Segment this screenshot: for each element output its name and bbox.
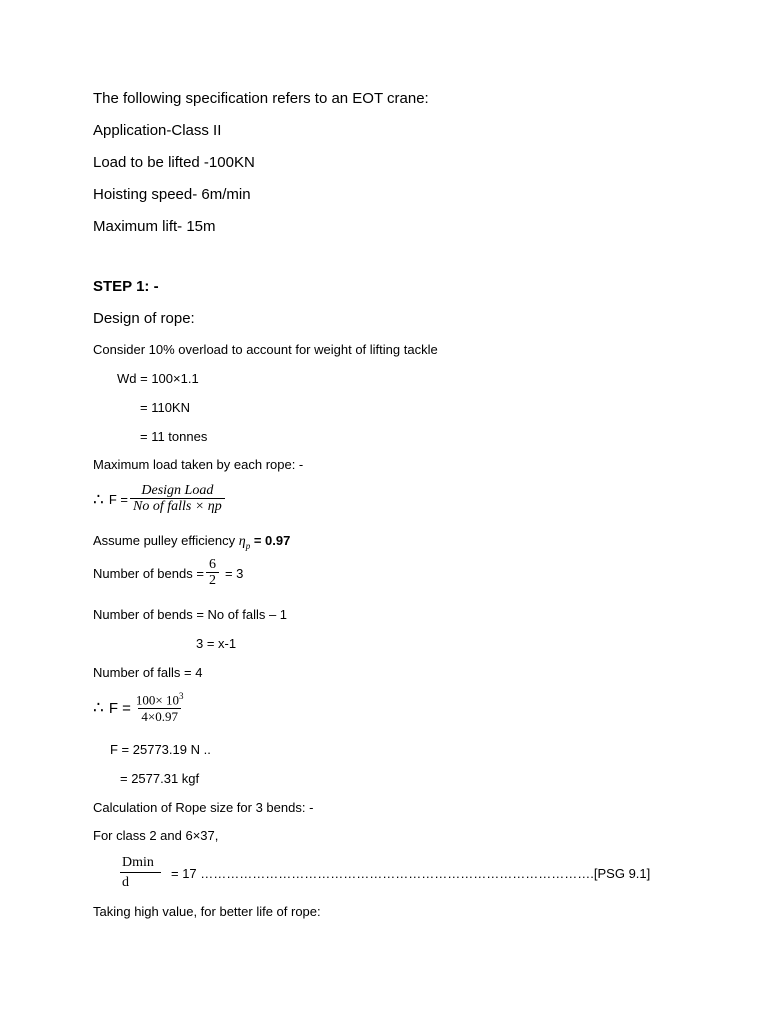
force-calculation (93, 692, 189, 724)
class-note: For class 2 and 6×37, (93, 828, 219, 843)
falls-line: Number of falls = 4 (93, 665, 203, 680)
f2-equals: F = (108, 699, 131, 717)
bends-prefix: Number of bends = (93, 566, 204, 582)
therefore-symbol-2: ∴ (93, 698, 104, 718)
bends-x: 3 = x-1 (196, 636, 237, 651)
overload-note: Consider 10% overload to account for weight of lifting tackle (93, 342, 438, 357)
spec-application: Application-Class II (93, 122, 222, 139)
spec-max-lift: Maximum lift- 15m (93, 218, 216, 235)
bends-result: = 3 (224, 566, 244, 582)
force-numerator: Design Load (141, 483, 214, 498)
dmin-fraction (120, 855, 161, 892)
spec-intro: The following specification refers to an EOT crane: (93, 90, 429, 107)
dmin-ratio (118, 855, 650, 892)
f-equals: F = (108, 492, 128, 508)
wd-line-1: Wd = 100×1.1 (117, 371, 199, 386)
bends-numerator: 6 (208, 557, 216, 572)
force-denominator: No of falls × ηp (130, 498, 225, 516)
high-value-note: Taking high value, for better life of rope: (93, 904, 321, 919)
eta-symbol: $\eta_p$ (238, 534, 251, 551)
bends-fraction (206, 557, 219, 590)
bends-denominator: 2 (206, 572, 219, 590)
bends-line (93, 557, 243, 590)
efficiency-value: = 0.97 (253, 533, 291, 548)
rope-force-formula (93, 483, 227, 516)
efficiency-prefix: Assume pulley efficiency (93, 533, 236, 548)
spec-hoisting-speed: Hoisting speed- 6m/min (93, 186, 251, 203)
dmin-denominator: d (120, 872, 161, 892)
step1-subheading: Design of rope: (93, 310, 195, 327)
bends-falls: Number of bends = No of falls – 1 (93, 607, 288, 622)
force-value-denominator: 4×0.97 (138, 708, 181, 725)
wd-line-2: = 110KN (140, 400, 190, 415)
wd-line-3: = 11 tonnes (140, 429, 208, 444)
therefore-symbol: ∴ (93, 489, 104, 509)
spec-load: Load to be lifted -100KN (93, 154, 255, 171)
step1-heading: STEP 1: - (93, 278, 159, 295)
force-fraction (130, 483, 225, 516)
force-value-fraction (133, 692, 187, 724)
efficiency-line (93, 533, 290, 551)
force-value-numerator: $100\times 10^3$ (135, 691, 184, 708)
dmin-numerator: Dmin (122, 855, 154, 870)
rope-calc-heading: Calculation of Rope size for 3 bends: - (93, 800, 314, 815)
dmin-value: = 17 ……………………………………………………………………………….[PSG 9.1] (171, 866, 651, 882)
force-value-2: = 2577.31 kgf (120, 771, 200, 786)
force-value-1: F = 25773.19 N .. (110, 742, 211, 757)
max-load-text: Maximum load taken by each rope: - (93, 457, 304, 472)
